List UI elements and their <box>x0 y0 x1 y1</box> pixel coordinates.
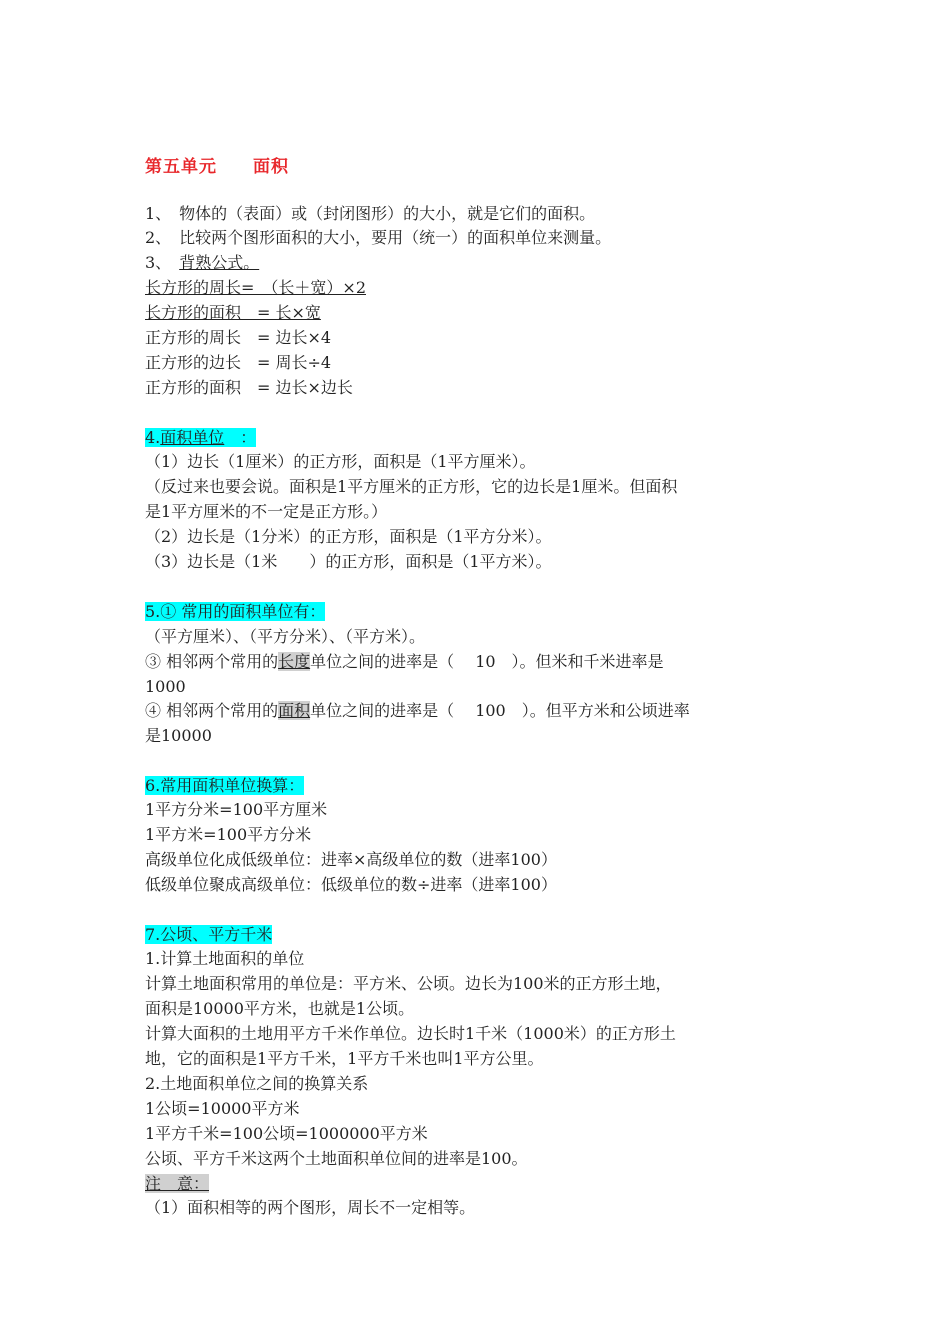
p5-line-3 <box>145 699 690 723</box>
p6-line-3: 高级单位化成低级单位：进率×高级单位的数（进率100） <box>145 850 557 869</box>
heading-4 <box>145 426 256 450</box>
heading-6-text: 6.常用面积单位换算： <box>145 776 305 795</box>
p7-line-3a: 计算大面积的土地用平方千米作单位。边长时1千米（1000米）的正方形土 <box>145 1024 676 1043</box>
p5-line-3-post: 单位之间的进率是（ 100 ）。但平方米和公顷进率 <box>310 701 690 720</box>
p7-line-2a: 计算土地面积常用的单位是：平方米、公顷。边长为100米的正方形土地， <box>145 974 672 993</box>
p7-line-1: 1.计算土地面积的单位 <box>145 949 305 968</box>
p5-line-2-post: 单位之间的进率是（ 10 ）。但米和千米进率是 <box>310 652 664 671</box>
formula-square-perimeter: 正方形的周长 = 边长×4 <box>145 328 332 347</box>
p4-line-1: （1）边长（1厘米）的正方形，面积是（1平方厘米）。 <box>145 452 536 471</box>
p5-line-1: （平方厘米）、（平方分米）、（平方米）。 <box>145 627 426 646</box>
point-2: 2、 比较两个图形面积的大小，要用（统一）的面积单位来测量。 <box>145 228 612 247</box>
p7-line-3b: 地，它的面积是1平方千米，1平方千米也叫1平方公里。 <box>145 1049 544 1068</box>
heading-4-tail: ： <box>224 428 257 447</box>
p6-line-2: 1平方米=100平方分米 <box>145 825 312 844</box>
p4-line-2a: （反过来也要会说。面积是1平方厘米的正方形，它的边长是1厘米。但面积 <box>145 477 678 496</box>
heading-4-num: 4. <box>145 428 161 447</box>
heading-4-text: 面积单位 <box>160 428 225 447</box>
point-3-prefix: 3、 <box>145 253 180 272</box>
p7-line-5: 1公顷=10000平方米 <box>145 1099 300 1118</box>
mark-length: 长度 <box>278 652 311 671</box>
heading-7-text: 7.公顷、平方千米 <box>145 925 273 944</box>
point-1: 1、 物体的（表面）或（封闭图形）的大小，就是它们的面积。 <box>145 204 596 223</box>
formula-rect-area: 长方形的面积 = 长×宽 <box>145 303 321 322</box>
p7-line-7: 公顷、平方千米这两个土地面积单位间的进率是100。 <box>145 1149 528 1168</box>
p5-line-2 <box>145 650 664 674</box>
point-3-label: 背熟公式。 <box>179 253 260 272</box>
formula-square-area: 正方形的面积 = 边长×边长 <box>145 378 353 397</box>
p7-line-6: 1平方千米=100公顷=1000000平方米 <box>145 1124 428 1143</box>
p7-line-2b: 面积是10000平方米，也就是1公顷。 <box>145 999 415 1018</box>
formula-rect-perimeter: 长方形的周长= （长＋宽）×2 <box>145 278 366 297</box>
p4-line-3: （2）边长是（1分米）的正方形，面积是（1平方分米）。 <box>145 527 552 546</box>
note-line-1: （1）面积相等的两个图形，周长不一定相等。 <box>145 1198 476 1217</box>
point-3 <box>145 251 259 275</box>
p5-line-3b: 是10000 <box>145 726 212 745</box>
p5-line-3-pre: ④ 相邻两个常用的 <box>145 701 279 720</box>
mark-area: 面积 <box>278 701 311 720</box>
formula-square-side: 正方形的边长 = 周长÷4 <box>145 353 332 372</box>
p6-line-1: 1平方分米=100平方厘米 <box>145 800 328 819</box>
note-label: 注 意： <box>145 1174 210 1193</box>
p5-line-2b: 1000 <box>145 677 186 696</box>
p5-line-2-pre: ③ 相邻两个常用的 <box>145 652 279 671</box>
note-heading <box>145 1172 209 1196</box>
p4-line-4: （3）边长是（1米 ）的正方形，面积是（1平方米）。 <box>145 552 552 571</box>
p6-line-4: 低级单位聚成高级单位：低级单位的数÷进率（进率100） <box>145 875 557 894</box>
p7-line-4: 2.土地面积单位之间的换算关系 <box>145 1074 369 1093</box>
heading-5 <box>145 600 325 624</box>
heading-6 <box>145 774 304 798</box>
p4-line-2b: 是1平方厘米的不一定是正方形。） <box>145 502 388 521</box>
heading-5-text: 5.① 常用的面积单位有： <box>145 602 326 621</box>
heading-7 <box>145 923 272 947</box>
unit-title: 第五单元 面积 <box>145 157 289 177</box>
